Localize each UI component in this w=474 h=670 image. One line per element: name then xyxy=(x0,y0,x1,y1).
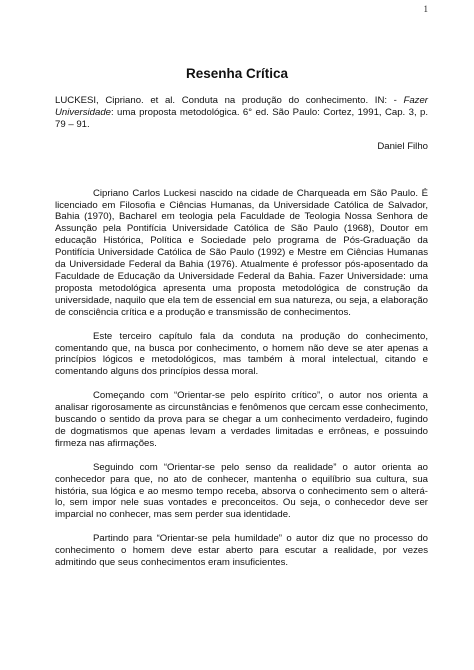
paragraph-humility: Partindo para “Orientar-se pela humildade” o autor diz que no processo do conhecimento o homem deve estar aberto para escutar a realidade, por vezes admitindo que seus conhecimentos eram insuficientes. xyxy=(55,533,428,569)
reference-text-end: : uma proposta metodológica. 6° ed. São Paulo: Cortez, 1991, Cap. 3, p. 79 – 91. xyxy=(55,106,428,130)
paragraph-author-bio: Cipriano Carlos Luckesi nascido na cidade de Charqueada em São Paulo. É licenciado em Filosofia e Ciências Humanas, da Universidade Católica de Salvador, Bahia (1970), Bacharel em teologia pela Faculdade de Teologia Nossa Senhora de Assunção pela Pontifícia Universidade Católica de São Paulo (1968), Doutor em educação Histórica, Política e Sociedade pelo programa de Pós-Graduação da Pontifícia Universidade Católica de São Paulo (1992) e Mestre em Ciências Humanas da Universidade Federal da Bahia (1976). Atualmente é professor pós-aposentado da Faculdade de Educação da Universidade Federal da Bahia. Fazer Universidade: uma proposta metodológica apresenta uma proposta metodológica de construção da universidade, naquilo que ela tem de essencial em sua natureza, ou seja, a elaboração de consciência crítica e a produção e transmissão de conhecimentos. xyxy=(55,187,428,318)
reference-text-start: LUCKESI, Cipriano. et al. Conduta na produção do conhecimento. IN: - xyxy=(55,95,404,106)
paragraph-sense-of-reality: Seguindo com “Orientar-se pelo senso da realidade” o autor orienta ao conhecedor para que, no ato de conhecer, mantenha o equilíbrio sua cultura, sua história, sua lógica e ao mesmo tempo receba, absorva o conhecimento sem o alterá-lo, sem impor nele suas vontades e preconceitos. Ou seja, o conhecedor deve ser imparcial no conhecer, mas sem perder sua identidade. xyxy=(55,461,428,521)
review-author: Daniel Filho xyxy=(377,140,428,152)
paragraph-critical-spirit: Começando com “Orientar-se pelo espírito crítico”, o autor nos orienta a analisar rigorosamente as circunstâncias e fenômenos que cercam esse conhecimento, buscando o sentido da prova para se chegar a um conhecimento verdadeiro, fugindo de dogmatismos que apenas levam a verdades limitadas e errôneas, e possuindo firmeza nas afirmações. xyxy=(55,390,428,449)
bibliographic-reference xyxy=(55,95,428,131)
page-number: 1 xyxy=(423,4,428,14)
document-body xyxy=(55,95,428,581)
reference-book-title: Fazer Universidade xyxy=(55,95,428,118)
paragraph-chapter-intro: Este terceiro capítulo fala da conduta na produção do conhecimento, comentando que, na busca por conhecimento, o homem não deve se ater apenas a princípios lógicos e metodológicos, mas também à moral intelectual, citando e comentando alguns dos princípios dessa moral. xyxy=(55,330,428,378)
document-title: Resenha Crítica xyxy=(185,66,289,81)
